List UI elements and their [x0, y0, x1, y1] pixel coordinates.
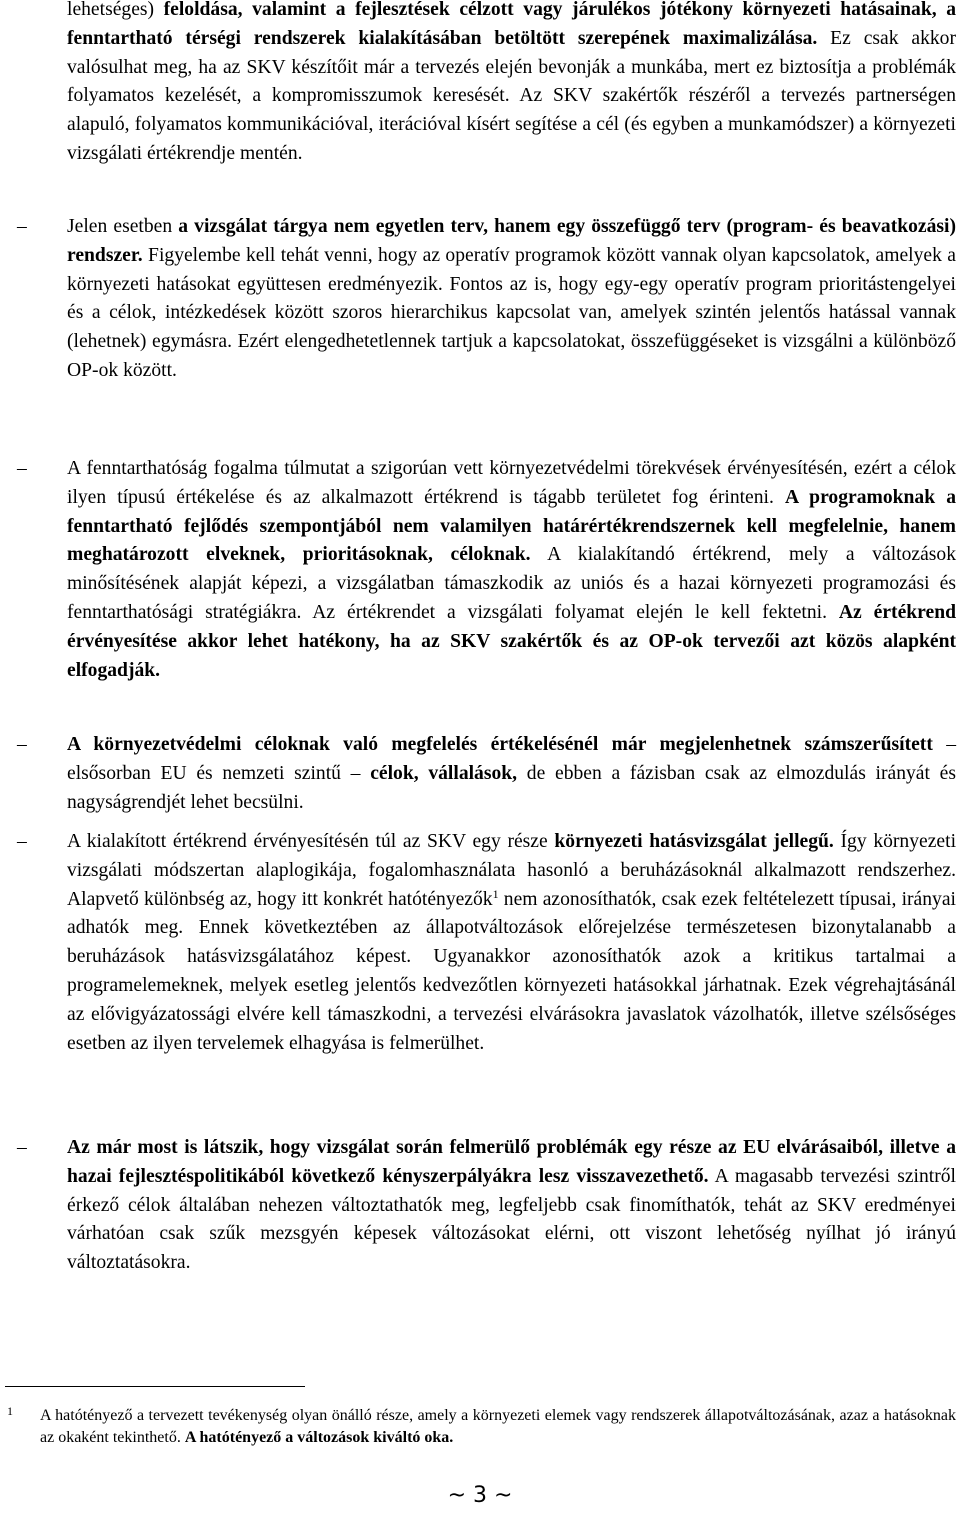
bullet2-bold-2: Az értékrend érvényesítése akkor lehet hatékony, ha az SKV szakértők és az OP-ok tervezői azt közös alapként elfogadják. — [67, 601, 956, 681]
intro-paragraph — [67, 0, 956, 169]
footnote-number: 1 — [7, 1404, 13, 1418]
bullet5-text-1: A magasabb tervezési szintről érkező célok általában nehezen változtathatók meg, legfeljebb csak finomíthatók, tehát az SKV eredményei várhatóan csak szűk mezsgyén képesek változásokat elérni, ott viszont lehetőség nyílhat jó irányú változtatásokra. — [67, 1165, 956, 1274]
bullet-paragraph-5 — [67, 1134, 956, 1278]
footnote-divider — [5, 1386, 305, 1387]
footnote-reference: 1 — [492, 886, 499, 901]
bullet-marker-4: – — [17, 831, 27, 852]
page-number: ~ 3 ~ — [447, 1483, 513, 1508]
bullet-paragraph-2 — [67, 455, 956, 685]
bullet3-text-1: – elsősorban EU és nemzeti szintű – — [67, 734, 956, 784]
bullet2-bold-1: A programoknak a fenntartható fejlődés szempontjából nem valamilyen határértékrendszernek kell megfelelnie, hanem meghatározott elveknek, prioritásoknak, céloknak. — [67, 486, 956, 566]
bullet-paragraph-3 — [67, 731, 956, 817]
bullet-marker-2: – — [17, 458, 27, 479]
footnote-text-1: A hatótényező a tervezett tevékenység olyan önálló része, amely a környezeti elemek vagy rendszerek állapotváltozásának, azaz a hatásoknak az okaként tekinthető. — [40, 1407, 956, 1446]
bullet-paragraph-1 — [67, 213, 956, 386]
bullet-paragraph-4 — [67, 828, 956, 1058]
bullet1-bold-1: a vizsgálat tárgya nem egyetlen terv, hanem egy összefüggő terv (program- és beavatkozási) rendszer. — [67, 216, 957, 266]
bullet4-text-2: Így környezeti vizsgálati módszertan alaplogikája, fogalomhasználata hasonló a beruházásoknál alkalmazott rendszerhez. Alapvető különbség az, hogy itt konkrét hatótényezők — [67, 831, 957, 910]
bullet4-text-3: nem azonosíthatók, csak ezek feltételezett típusai, irányai adhatók meg. Ennek következtében az állapotváltozások előrejelzése természetesen bizonytalanabb a beruházások hatásvizsgálatához képest. Ugyanakkor azonosíthatók azok a kritikus tartalmai a programelemeknek, melyek esetleg jelentős kedvezőtlen környezeti hatásokkal járhatnak. Ezek végrehajtásánál az elővigyázatossági elvére kell támaszkodni, a tervezési elvárásokra javaslatok vázolhatók, illetve szélsőséges esetben az ilyen tervelemek elhagyása is felmerülhet. — [67, 888, 956, 1054]
intro-text-2: Ez csak akkor valósulhat meg, ha az SKV készítőit már a tervezés elején bevonják a munkába, mert ez biztosítja a problémák folyamatos kezelését, a kompromisszumok keresését. Az SKV szakértők részéről a tervezés partnerségen alapuló, folyamatos kommunikációval, iterációval kísért segítése a cél (és egyben a munkamódszer) a környezeti vizsgálati értékrendje mentén. — [67, 27, 956, 164]
bullet-marker-3: – — [17, 734, 27, 755]
bullet3-bold-2: célok, vállalások, — [370, 762, 518, 784]
bullet3-text-2: de ebben a fázisban csak az elmozdulás irányát és nagyságrendjét lehet becsülni. — [67, 762, 956, 813]
footnote-bold-1: A hatótényező a változások kiváltó oka. — [184, 1429, 454, 1446]
bullet2-text-1: A fenntarthatóság fogalma túlmutat a szigorúan vett környezetvédelmi törekvések érvényesítésén, ezért a célok ilyen típusú értékelése és az alkalmazott értékrend is tágabb területet fog érinteni. — [67, 458, 956, 508]
bullet3-bold-1: A környezetvédelmi céloknak való megfelelés értékelésénél már megjelenhetnek számszerűsített — [67, 734, 933, 755]
bullet4-text-1: A kialakított értékrend érvényesítésén túl az SKV egy része — [67, 831, 555, 852]
intro-bold-1: feloldása, valamint a fejlesztések célzott vagy járulékos jótékony környezeti hatásainak, a fenntartható térségi rendszerek kialakításában betöltött szerepének maximalizálása. — [67, 0, 956, 49]
bullet4-bold-1: környezeti hatásvizsgálat jellegű. — [554, 831, 834, 852]
bullet2-text-2: A kialakítandó értékrend, mely a változások minősítésének alapját képezi, a vizsgálatban támaszkodik az uniós és a hazai környezeti programozási és fenntarthatósági stratégiákra. Az értékrendet a vizsgálati folyamat elején le kell fektetni. — [67, 544, 956, 623]
footnote-text — [40, 1405, 956, 1449]
bullet1-text-1: Jelen esetben — [67, 216, 179, 237]
bullet5-bold-1: Az már most is látszik, hogy vizsgálat során felmerülő problémák egy része az EU elvárásaiból, illetve a hazai fejlesztéspolitikából következő kényszerpályákra lesz visszavezethető. — [67, 1137, 956, 1187]
bullet-marker-1: – — [17, 216, 27, 237]
intro-text-1: lehetséges) — [67, 0, 164, 20]
bullet-marker-5: – — [17, 1137, 27, 1158]
bullet1-text-2: Figyelembe kell tehát venni, hogy az operatív programok között vannak olyan kapcsolatok, amelyek a környezeti hatásokat együttesen eredményezik. Fontos az is, hogy egy-egy operatív program prioritástengelyei és a célok, intézkedések között szoros hierarchikus kapcsolat van, amelyek szintén jelentős hatással vannak (lehetnek) egymásra. Ezért elengedhetetlennek tartjuk a kapcsolatokat, összefüggéseket is vizsgálni a különböző OP-ok között. — [67, 244, 956, 381]
